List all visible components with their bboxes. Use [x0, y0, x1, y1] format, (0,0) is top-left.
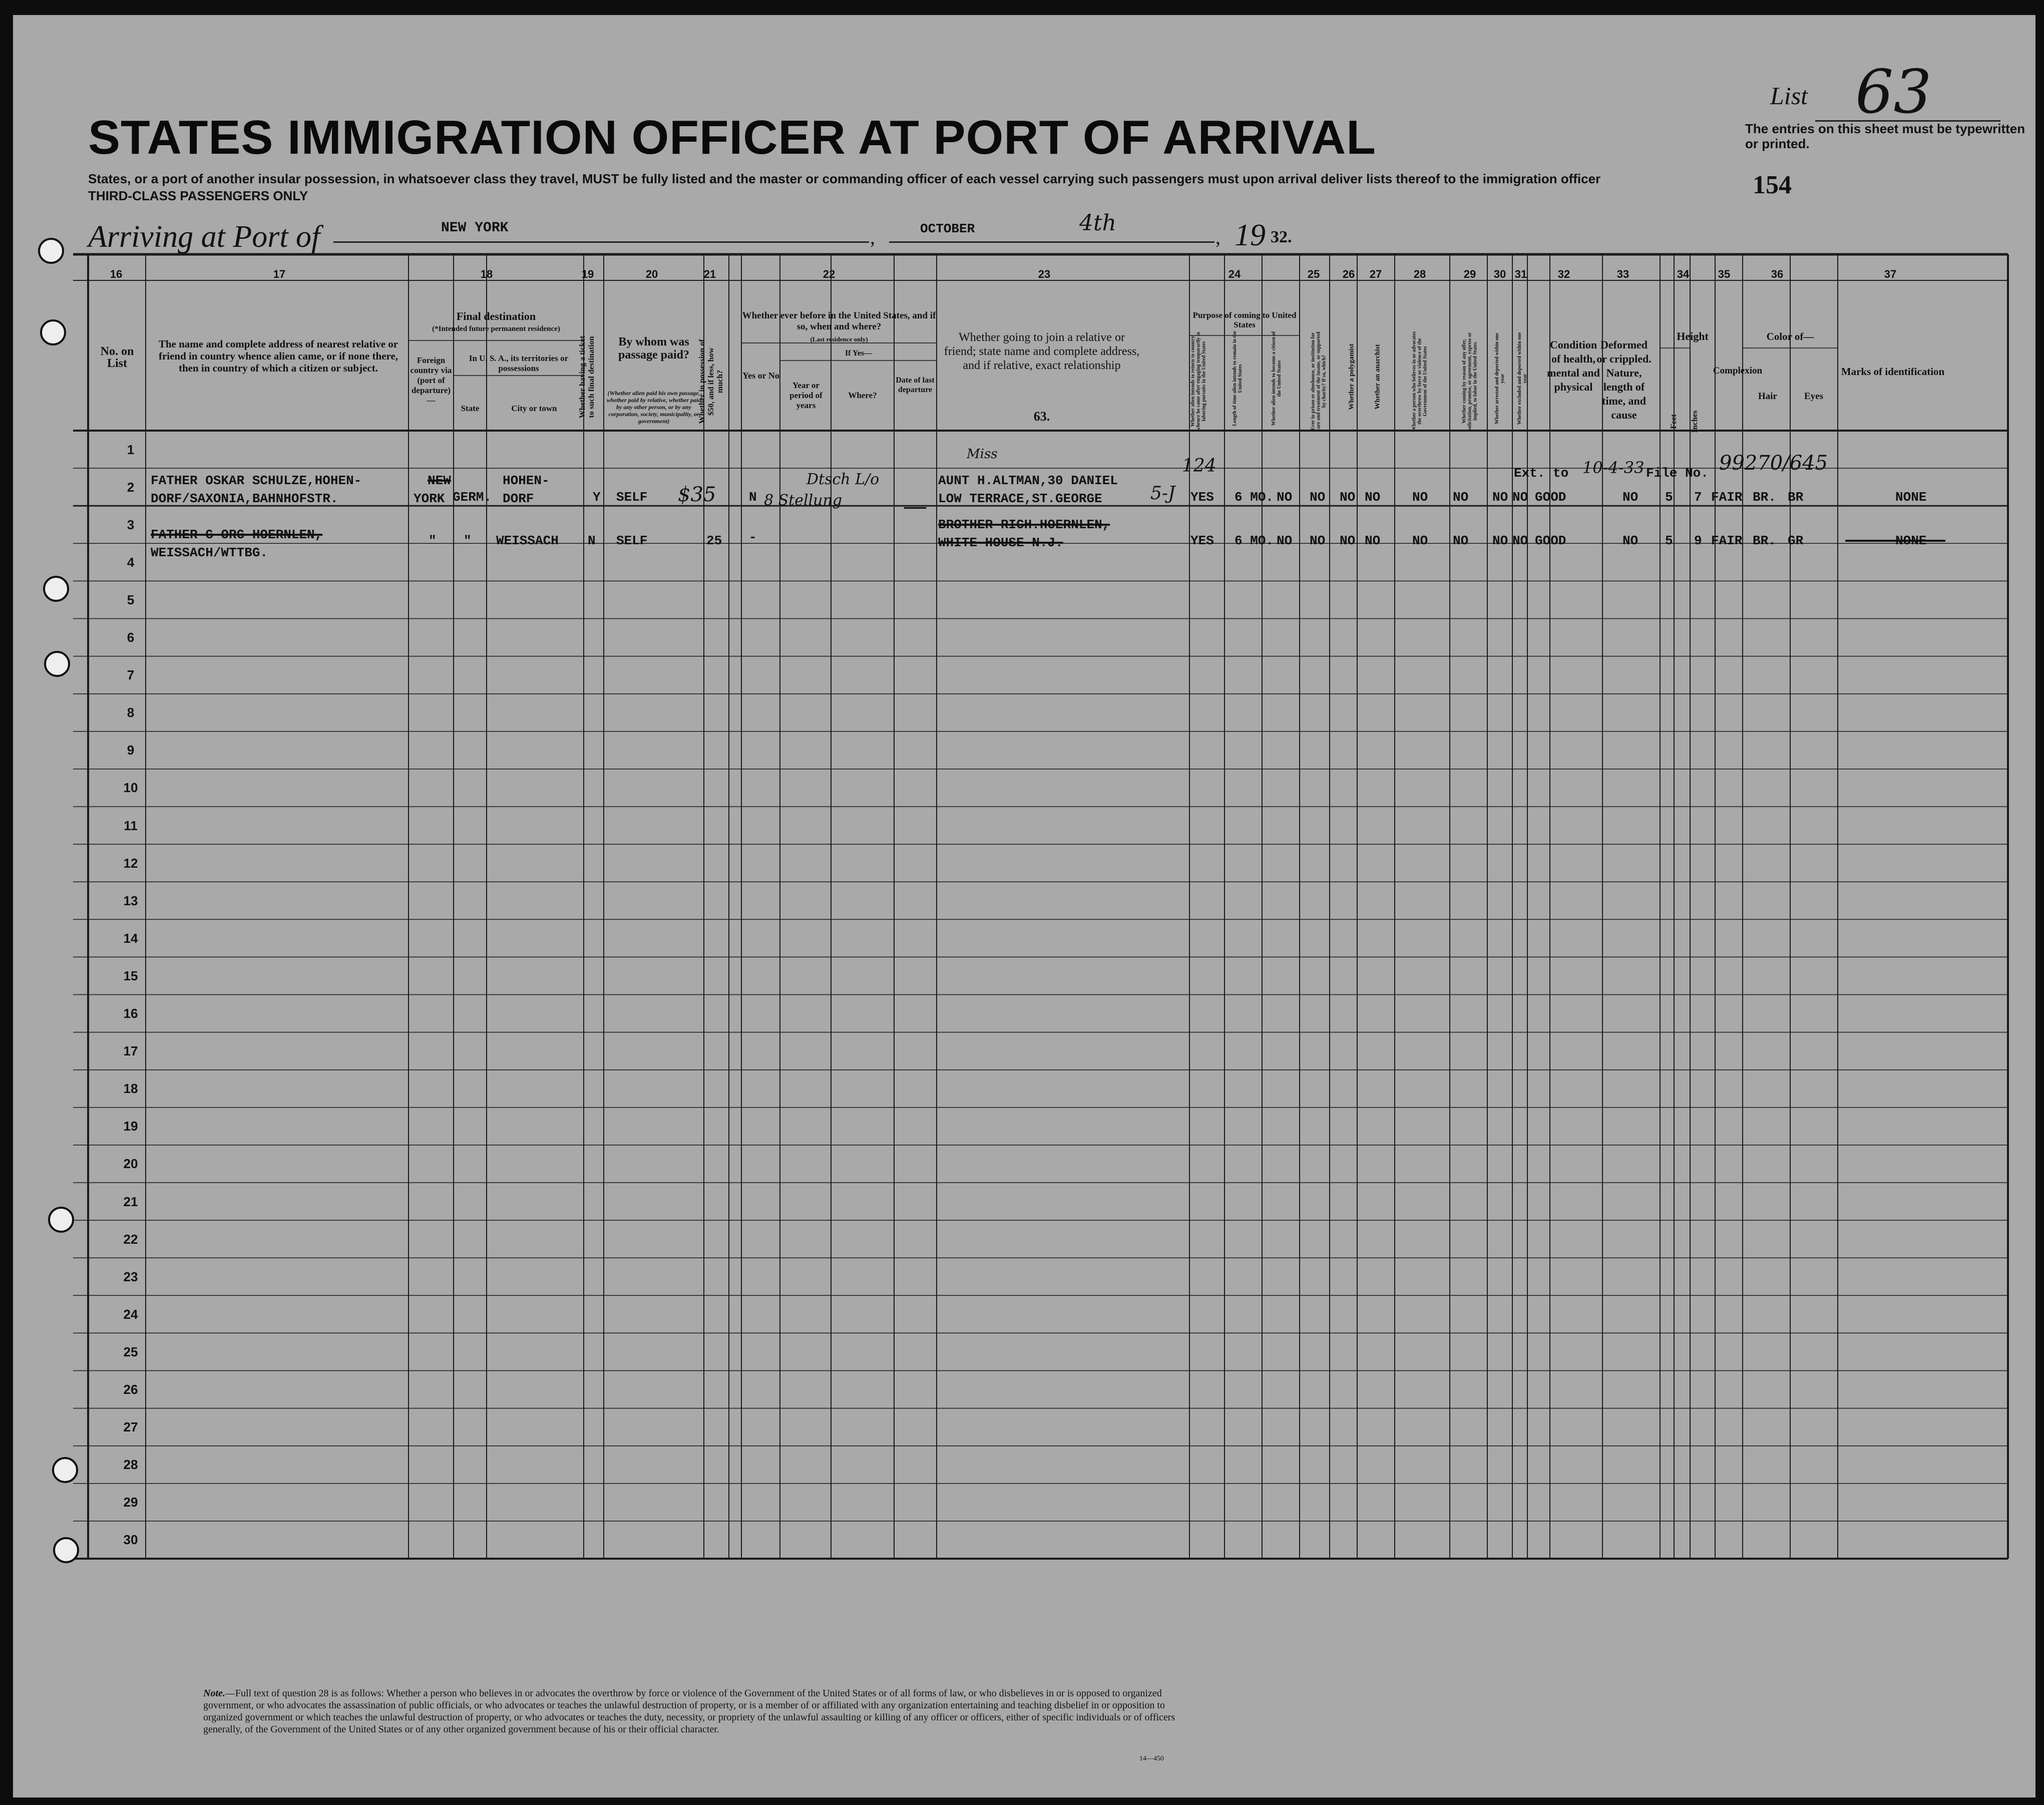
header-purpose: Purpose of coming to United States: [1192, 310, 1297, 329]
comma-2: ,: [1215, 226, 1220, 248]
entry1-before-years: 8 Stellung: [764, 492, 843, 509]
entry1-intends-return: YES: [1190, 490, 1214, 505]
punch-hole-1: [38, 238, 64, 264]
entry2-complexion: FAIR: [1711, 533, 1743, 548]
entry2-join-line2: WHITE HOUSE N.J.: [938, 535, 1063, 550]
entry1-relative: [151, 472, 361, 508]
entry1-prison: NO: [1310, 490, 1326, 505]
row-number: 23: [123, 1269, 138, 1284]
colnum-32: 32: [1557, 268, 1570, 280]
row-number: 22: [123, 1231, 138, 1247]
colnum-17: 17: [273, 268, 286, 280]
header-final-destination: Final destination: [456, 310, 536, 322]
entry2-relative: [151, 526, 322, 562]
row-number: 7: [127, 667, 135, 683]
entry2-state: ": [464, 533, 472, 548]
row-number: 9: [127, 743, 135, 758]
entry1-citizen: NO: [1277, 490, 1293, 505]
entry1-polygamist: NO: [1340, 490, 1356, 505]
entry2-marks: NONE: [1895, 533, 1927, 548]
row-number: 26: [123, 1382, 138, 1397]
header-prison: Ever in prison or almshouse, or institution for care and treatment of the insane, or supported by charity? If so, which?: [1310, 331, 1327, 431]
colnum-20: 20: [645, 268, 658, 280]
entry1-excluded: NO: [1512, 490, 1528, 505]
entry2-relative-line1: FATHER G ORG HOERNLEN,: [151, 527, 323, 542]
entry2-join-line1: BROTHER RICH.HOERNLEN,: [938, 517, 1110, 532]
row-number: 8: [127, 705, 135, 720]
entry2-inches: 9: [1694, 533, 1702, 548]
entry2-prison: NO: [1310, 533, 1326, 548]
header-no-on-list: No. on List: [100, 345, 134, 370]
colnum-36: 36: [1771, 268, 1784, 280]
entry2-foreign: ": [429, 533, 437, 548]
entry1-eyes: BR: [1788, 490, 1804, 505]
entry1-hand-5j: 5-J: [1150, 483, 1175, 504]
arriving-label: Arriving at Port of: [88, 220, 320, 254]
entry2-feet: 5: [1665, 533, 1673, 548]
entry1-join: [938, 472, 1118, 508]
punch-hole-6: [52, 1457, 78, 1483]
entry1-arrested: NO: [1492, 490, 1508, 505]
entry2-marks-strike: [1845, 540, 1945, 542]
footnote-text: —Full text of question 28 is as follows: Whether a person who believes in or advocates the overthrow by force or violence of the Government of the United States or of all forms of law, or who disbelieves in or is opposed to organized government, or who advocates the assassination of public officials, or who advocates or teaches the unlawful destruction of property, or is a member of or affiliated with any organization entertaining and teaching disbelief in or opposition to organized government or which teaches the unlawful destruction of property, or who advocates or teaches the duty, necessity, or propriety of the unlawful assaulting or killing of any officer or officers, either of specific individuals or of officers generally, of the Government of the United States or of any other organized government because of his or their official character.: [203, 1688, 1175, 1735]
entry1-money: $35: [678, 483, 716, 506]
header-complexion: Complexion: [1713, 366, 1763, 376]
header-passage-paid: By whom was passage paid?: [618, 335, 690, 362]
entry2-relative-line2: WEISSACH/WTTBG.: [151, 545, 268, 560]
header-anarchist: Whether an anarchist: [1374, 344, 1382, 410]
colnum-18: 18: [480, 268, 493, 280]
header-height: Height: [1677, 330, 1709, 342]
entry1-join-line1: AUNT H.ALTMAN,30 DANIEL: [938, 473, 1118, 488]
row-number: 10: [123, 780, 138, 796]
sheet-number: 154: [1753, 171, 1792, 199]
entry1-dash: —: [904, 494, 926, 518]
entry1-city: [503, 472, 550, 508]
entry1-foreign-line1: NEW: [428, 473, 451, 488]
header-hair: Hair: [1758, 391, 1777, 402]
entry2-paid-by: SELF: [616, 533, 648, 548]
entry2-intends-return: YES: [1190, 533, 1214, 548]
header-inches: Inches: [1691, 410, 1699, 433]
entry1-anarchist: NO: [1365, 490, 1381, 505]
entry2-labor-offer: NO: [1453, 533, 1469, 548]
entry2-length-of-stay: 6 MO.: [1235, 533, 1274, 548]
entry1-join-line2: LOW TERRACE,ST.GEORGE: [938, 491, 1102, 506]
year-prefix: 19: [1235, 218, 1266, 252]
colnum-21: 21: [703, 268, 716, 280]
header-ever-before-sub: (Last residence only): [810, 335, 868, 343]
entry1-before-yesno: N: [749, 490, 757, 505]
footnote-lead: Note.: [203, 1688, 225, 1699]
punch-hole-5: [48, 1207, 74, 1233]
table-grid: [13, 15, 2035, 1797]
entry2-deformed: NO: [1622, 533, 1639, 548]
entry1-city-line1: HOHEN-: [503, 473, 550, 488]
row-number: 18: [123, 1081, 138, 1097]
entry2-anarchist: NO: [1365, 533, 1381, 548]
row-number: 27: [123, 1419, 138, 1435]
comma-1: ,: [870, 226, 875, 248]
header-eyes: Eyes: [1804, 391, 1823, 402]
day-value: 4th: [1079, 210, 1117, 236]
colnum-28: 28: [1413, 268, 1426, 280]
entry1-complexion: FAIR: [1711, 490, 1743, 505]
header-ticket: Whether having a ticket to such final destination: [578, 335, 596, 419]
entry1-overthrow: NO: [1412, 490, 1428, 505]
colnum-25: 25: [1307, 268, 1320, 280]
header-health: Condition of health, mental and physical: [1547, 338, 1600, 393]
entry2-join: [938, 516, 1110, 552]
header-deformed: Deformed or crippled. Nature, length of time, and cause: [1596, 338, 1652, 421]
row-number: 4: [127, 554, 135, 570]
punch-hole-3: [43, 576, 69, 602]
row-number: 17: [123, 1043, 138, 1059]
row-number: 3: [127, 517, 135, 532]
entry1-before-where: Dtsch L/o: [806, 471, 880, 488]
row-number: 29: [123, 1495, 138, 1510]
entry2-hair: BR.: [1753, 533, 1776, 548]
header-arrested: Whether arrested and deported within one year: [1494, 332, 1505, 425]
header-join-number: 63.: [1033, 409, 1050, 424]
entry2-citizen: NO: [1277, 533, 1293, 548]
row-number: 30: [123, 1532, 138, 1548]
colnum-16: 16: [110, 268, 123, 280]
entry1-labor-offer: NO: [1453, 490, 1469, 505]
subtitle-text: States, or a port of another insular possession, in whatsoever class they travel, MUST be fully listed and the master or commanding officer of each vessel carrying such passengers must upon arrival deliver lists thereof to the immigration officer: [88, 171, 1601, 186]
entry1-relative-line2: DORF/SAXONIA,BAHNHOFSTR.: [151, 491, 338, 506]
entry1-ext-date: 10-4-33: [1582, 458, 1645, 477]
punch-hole-4: [44, 651, 70, 677]
punch-hole-7: [53, 1537, 79, 1563]
manifest-sheet: [13, 15, 2035, 1797]
entry1-hand-124: 124: [1182, 456, 1216, 476]
header-last-departure: Date of last departure: [896, 376, 935, 394]
entry2-city: WEISSACH: [496, 533, 559, 548]
entry1-file-number: 99270/645: [1719, 452, 1828, 475]
header-feet: Feet: [1670, 414, 1678, 429]
footnote: [203, 1687, 1204, 1735]
header-where: Where?: [848, 391, 877, 400]
row-number: 16: [123, 1006, 138, 1021]
header-polygamist: Whether a polygamist: [1348, 343, 1356, 410]
colnum-22: 22: [823, 268, 836, 280]
header-city: City or town: [511, 404, 557, 413]
row-number: 21: [123, 1194, 138, 1209]
port-value: NEW YORK: [441, 220, 509, 236]
entry2-eyes: GR: [1788, 533, 1804, 548]
header-labor-offer: Whether coming by reason of any offer, solicitation, promise, or agreement, express or implied, to labor in the United States: [1461, 332, 1478, 431]
header-passage-paid-sub: (Whether alien paid his own passage, whether paid by relative, whether paid by any other person, or by any corporation, society, municipality, or government): [606, 390, 701, 425]
entry1-join-note: Miss: [967, 447, 998, 462]
row-number: 28: [123, 1457, 138, 1473]
entry2-health: GOOD: [1535, 533, 1566, 548]
row-number: 25: [123, 1344, 138, 1359]
header-foreign-country: Foreign country via (port of departure)—: [410, 355, 452, 405]
header-relative: The name and complete address of nearest relative or friend in country whence alien came, or if none there, then in country of which a citizen or subject.: [158, 338, 398, 374]
header-color-of: Color of—: [1766, 330, 1814, 342]
header-money: Whether in possession of $50, and if less, how much?: [698, 339, 724, 424]
entry1-deformed: NO: [1622, 490, 1639, 505]
entry2-polygamist: NO: [1340, 533, 1356, 548]
colnum-23: 23: [1038, 268, 1051, 280]
row-number: 15: [123, 968, 138, 983]
page-title: STATES IMMIGRATION OFFICER AT PORT OF ARRIVAL: [88, 111, 1376, 164]
entry2-arrested: NO: [1492, 533, 1508, 548]
header-length-of-stay: Length of time alien intends to remain in the United States: [1232, 331, 1243, 426]
row-number: 12: [123, 855, 138, 871]
entry1-ext-label: Ext. to: [1514, 466, 1569, 481]
row-number: 14: [123, 930, 138, 946]
header-years: Year or period of years: [789, 381, 823, 410]
year-suffix: 32.: [1271, 228, 1292, 246]
header-overthrow: Whether a person who believes in or advocates the overthrow by force or violence of the Government of the United States: [1411, 331, 1428, 432]
colnum-24: 24: [1228, 268, 1241, 280]
entry1-file-label: File No.: [1646, 466, 1709, 481]
entry2-money: 25: [706, 533, 722, 548]
header-intends-return: Whether alien intends to return to country whence he came after engaging temporarily in laboring pursuits in the United States: [1190, 332, 1207, 431]
entry2-excluded: NO: [1512, 533, 1528, 548]
colnum-29: 29: [1463, 268, 1476, 280]
header-excluded: Whether excluded and deported within one year: [1517, 332, 1528, 425]
header-final-destination-sub: (*Intended future permanent residence): [432, 325, 560, 333]
entry2-ticket: N: [588, 533, 596, 548]
list-number: 63: [1855, 58, 1932, 127]
entry1-foreign-line2: YORK: [414, 491, 445, 506]
entry1-hair: BR.: [1753, 490, 1776, 505]
colnum-30: 30: [1493, 268, 1506, 280]
colnum-34: 34: [1677, 268, 1690, 280]
punch-hole-2: [40, 319, 66, 345]
colnum-31: 31: [1514, 268, 1527, 280]
entry1-paid-by: SELF: [616, 490, 648, 505]
colnum-35: 35: [1718, 268, 1731, 280]
header-state: State: [461, 404, 480, 413]
list-label: List: [1770, 82, 1808, 110]
colnum-37: 37: [1884, 268, 1897, 280]
entry2-before-yesno: -: [749, 530, 757, 545]
header-marks: Marks of identification: [1841, 366, 1945, 378]
entry1-ticket: Y: [593, 490, 601, 505]
colnum-26: 26: [1342, 268, 1355, 280]
entry1-length-of-stay: 6 MO.: [1235, 490, 1274, 505]
entry1-foreign: [414, 472, 451, 508]
class-line: THIRD-CLASS PASSENGERS ONLY: [88, 188, 308, 203]
row-number: 24: [123, 1306, 138, 1322]
colnum-19: 19: [581, 268, 594, 280]
header-in-usa: In U. S. A., its territories or possessions: [469, 353, 569, 373]
row-number: 19: [123, 1119, 138, 1134]
header-intends-citizen: Whether alien intends to become a citizen of the United States: [1271, 331, 1282, 426]
row-number: 20: [123, 1156, 138, 1172]
header-yes-no: Yes or No: [742, 371, 779, 381]
entry1-state: GERM.: [453, 490, 492, 505]
entry1-marks: NONE: [1895, 490, 1927, 505]
colnum-27: 27: [1369, 268, 1382, 280]
row-number: 11: [124, 818, 138, 833]
entry2-overthrow: NO: [1412, 533, 1428, 548]
row-number: 5: [127, 592, 135, 607]
entry1-feet: 5: [1665, 490, 1673, 505]
entry1-inches: 7: [1694, 490, 1702, 505]
typewritten-notice: The entries on this sheet must be typewritten or printed.: [1745, 121, 2025, 151]
header-ever-before: Whether ever before in the United States, and if so, when and where?: [742, 310, 936, 332]
form-number: 14—450: [1139, 1755, 1164, 1762]
row-number: 6: [127, 630, 135, 645]
header-if-yes: If Yes—: [845, 349, 873, 357]
entry1-health: GOOD: [1535, 490, 1566, 505]
row-number: 1: [127, 442, 135, 457]
colnum-33: 33: [1616, 268, 1629, 280]
month-value: OCTOBER: [920, 221, 975, 236]
entry1-relative-line1: FATHER OSKAR SCHULZE,HOHEN-: [151, 473, 362, 488]
row-number: 2: [127, 479, 135, 495]
header-join-relative: Whether going to join a relative or friend; state name and complete address, and if relative, exact relationship: [944, 331, 1140, 372]
row-number: 13: [123, 893, 138, 908]
entry1-city-line2: DORF: [503, 491, 534, 506]
